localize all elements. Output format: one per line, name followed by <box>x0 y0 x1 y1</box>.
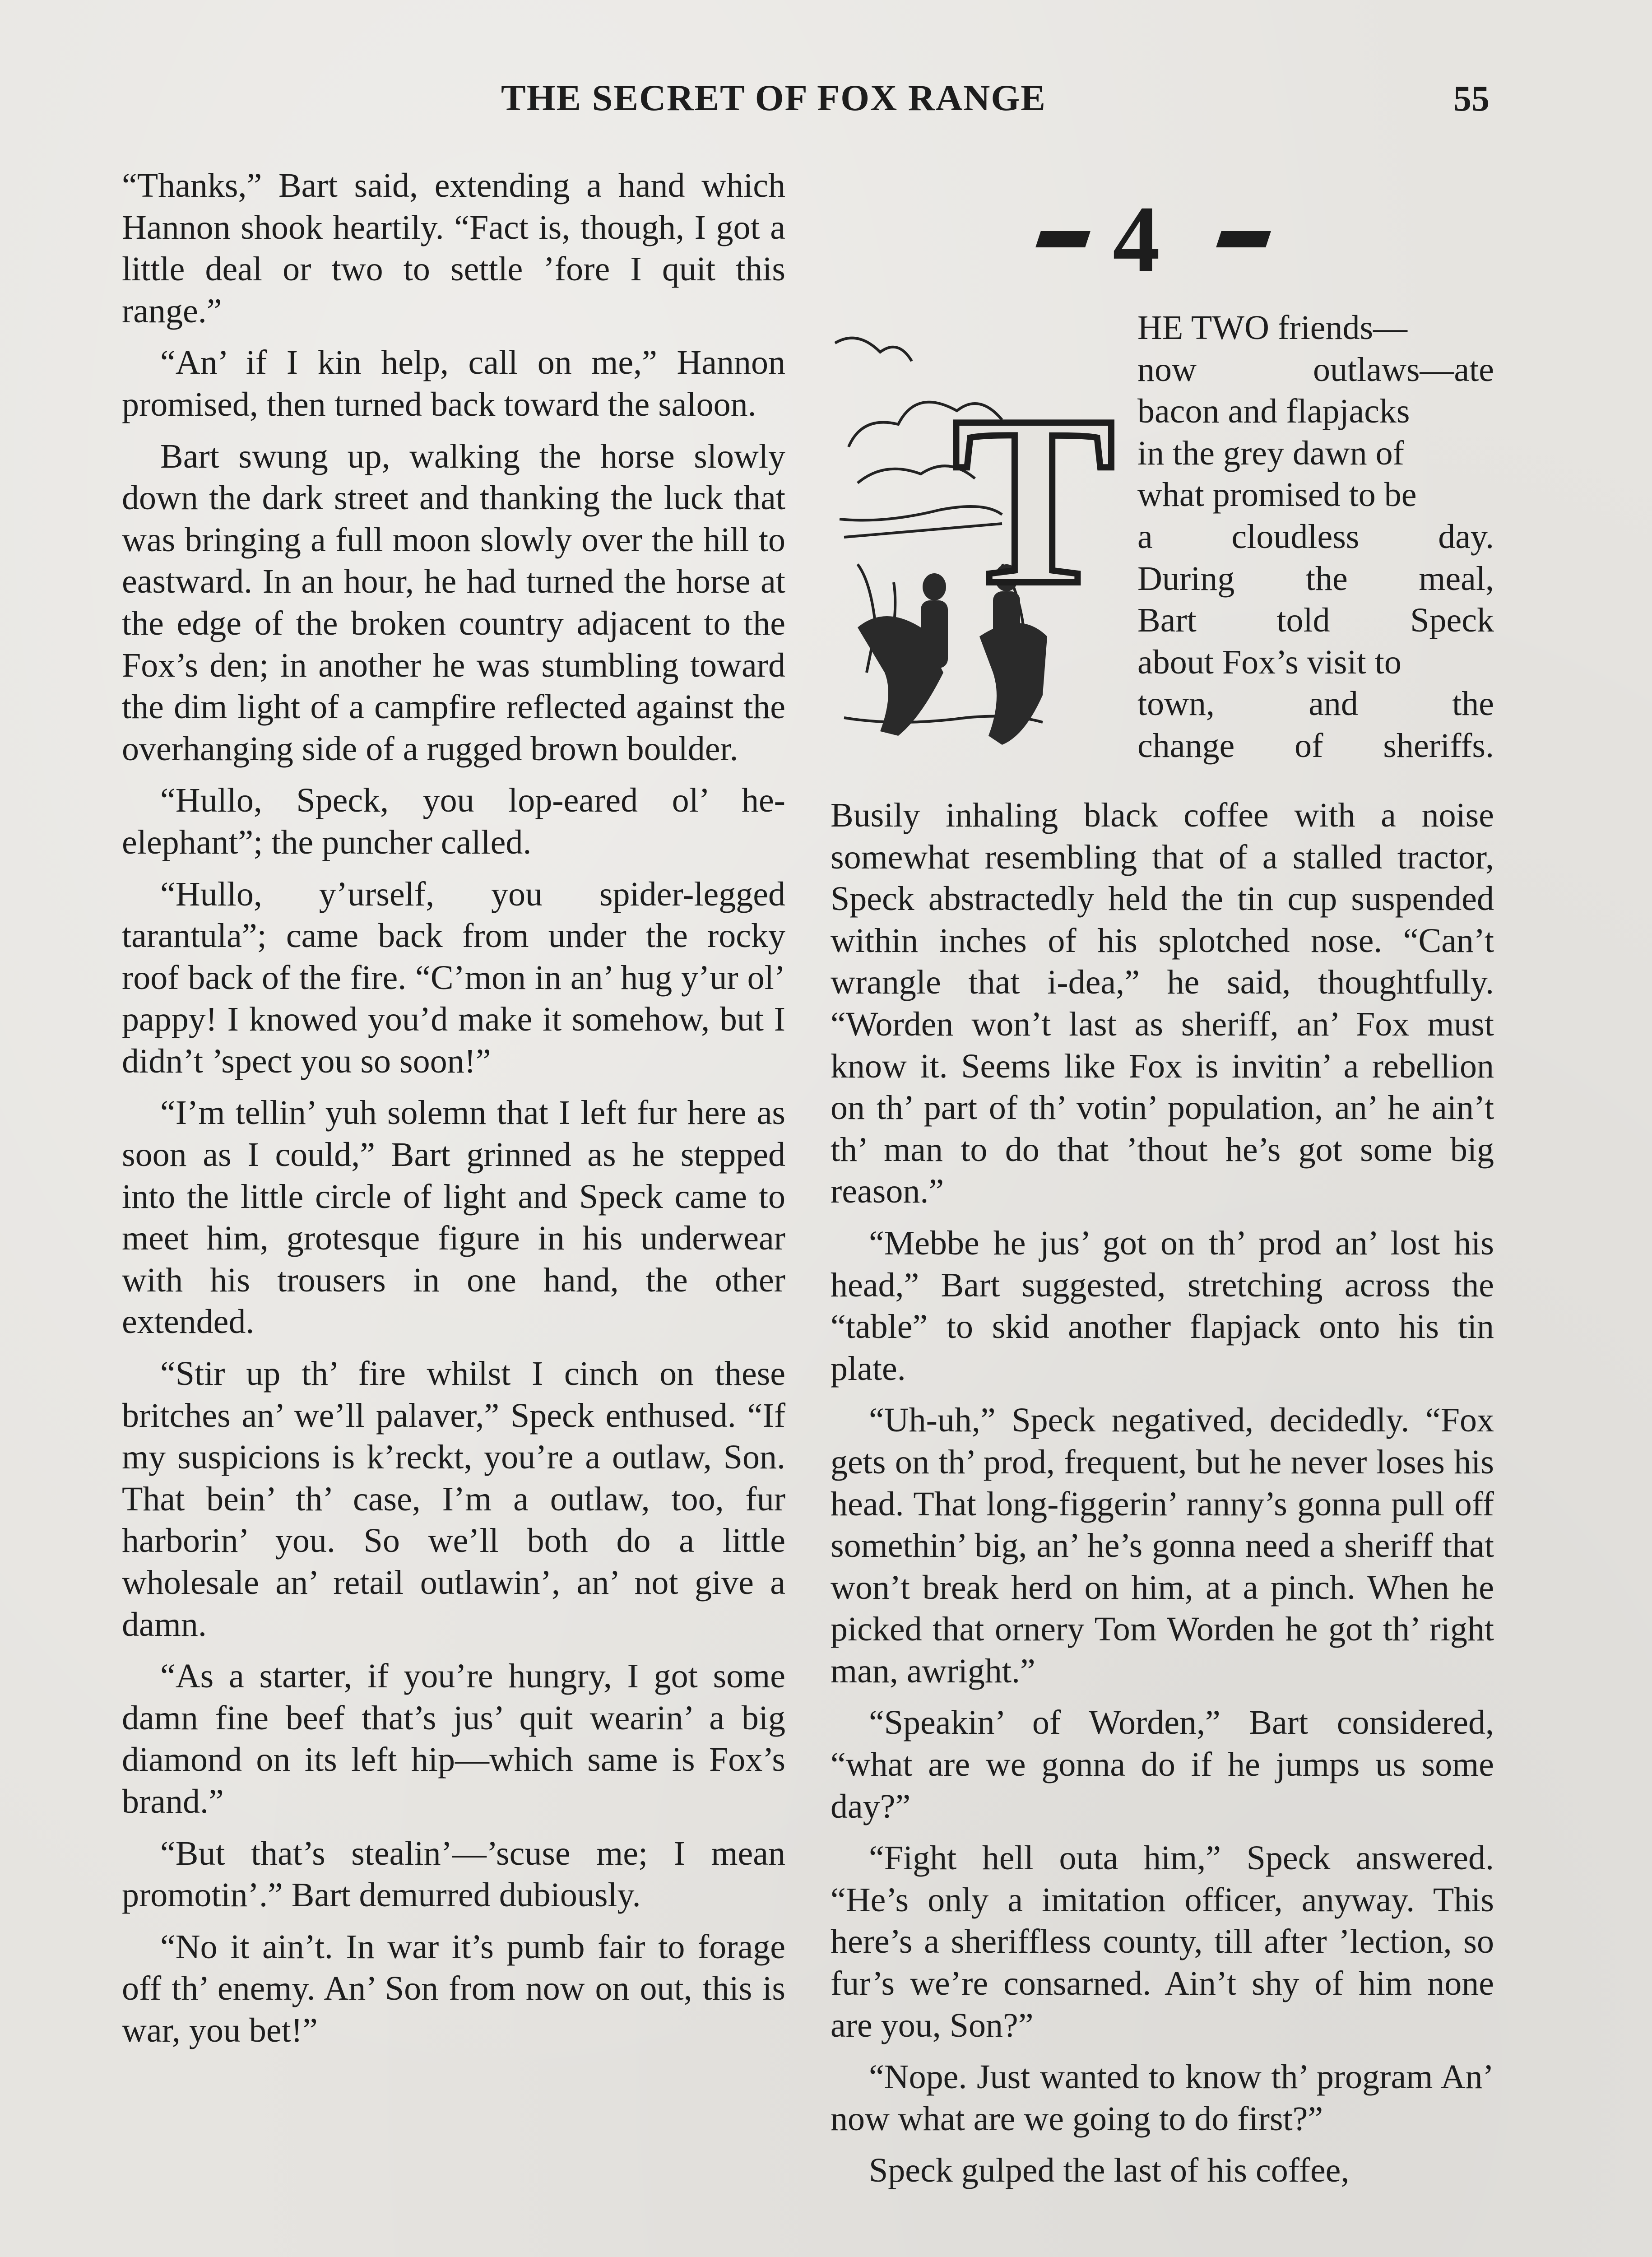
intro-line <box>1137 349 1494 391</box>
intro-word: HE TWO friends— <box>1137 309 1408 347</box>
intro-word: of <box>1295 726 1323 765</box>
intro-word: a <box>1137 517 1153 556</box>
paragraph: Busily inhaling black coffee with a noise somewhat resembling that of a stalled tractor, Speck abstractedly held the tin cup suspended within inches of his splotched nose. “Can’t wrangle that i-dea,” he said, thoughtfully. “Worden won’t last as sheriff, an’ Fox must know it. Seems like Fox is invitin’ a rebellion on th’ part of th’ votin’ population, an’ he ain’t th’ man to do that ’thout he’s got some big reason.” <box>831 796 1494 1211</box>
intro-word: in the grey dawn of <box>1137 434 1404 472</box>
intro-word: the <box>1305 559 1348 598</box>
intro-word: about Fox’s visit to <box>1137 643 1401 681</box>
intro-word: cloudless <box>1231 517 1360 556</box>
intro-word: the <box>1452 685 1494 723</box>
intro-word: now <box>1137 350 1197 389</box>
intro-word: told <box>1276 601 1330 640</box>
intro-word: outlaws—ate <box>1313 350 1494 389</box>
paragraph: “Thanks,” Bart said, extending a hand which Hannon shook heartily. “Fact is, though, I got a little deal or two to settle ’fore I quit this range.” <box>122 167 785 330</box>
paragraph: “Hullo, Speck, you lop-eared ol’ he-elephant”; the puncher called. <box>122 781 785 861</box>
intro-line <box>1137 474 1494 516</box>
paragraph: “I’m tellin’ yuh solemn that I left fur here as soon as I could,” Bart grinned as he stepped into the little circle of light and Speck came to meet him, grotesque figure in his underwear with his trousers in one hand, the other extended. <box>122 1094 785 1341</box>
intro-word: and <box>1309 685 1358 723</box>
chapter-dash-right <box>1216 231 1271 247</box>
intro-word: town, <box>1137 685 1215 723</box>
intro-word: meal, <box>1419 559 1494 598</box>
paragraph: Bart swung up, walking the horse slowly down the dark street and thanking the luck that was bringing a full moon slowly over the hill to eastward. In an hour, he had turned the horse at the edge of the broken country adjacent to the Fox’s den; in another he was stumbling toward the dim light of a campfire reflected against the overhanging side of a rugged brown boulder. <box>122 437 785 768</box>
chapter-number: 4 <box>1113 187 1160 292</box>
paragraph: “Mebbe he jus’ got on th’ prod an’ lost his head,” Bart suggested, stretching across the “table” to skid another flapjack onto his tin plate. <box>831 1224 1494 1388</box>
intro-line <box>1137 432 1494 474</box>
running-title: THE SECRET OF FOX RANGE <box>501 77 1046 118</box>
intro-line <box>1137 558 1494 600</box>
intro-line <box>1137 725 1494 767</box>
paragraph: “Stir up th’ fire whilst I cinch on these britches an’ we’ll palaver,” Speck enthused. “If my suspicions is k’reckt, you’re a outlaw, Son. That bein’ th’ case, I’m a outlaw, too, fur harborin’ you. So we’ll both do a little wholesale an’ retail outlawin’, an’ not give a damn. <box>122 1355 785 1644</box>
intro-line <box>1137 599 1494 641</box>
intro-word: Bart <box>1137 601 1197 640</box>
right-column <box>831 794 1494 2201</box>
page-number: 55 <box>1453 79 1490 119</box>
intro-lines <box>1137 307 1494 767</box>
paragraph: “No it ain’t. In war it’s pumb fair to forage off th’ enemy. An’ Son from now on out, this is war, you bet!” <box>122 1927 785 2049</box>
intro-line <box>1137 307 1494 349</box>
paragraph: “Hullo, y’urself, you spider-legged tarantula”; came back from under the rocky roof back of the fire. “C’mon in an’ hug y’ur ol’ pappy! I knowed you’d make it somehow, but I didn’t ’spect you so soon!” <box>122 875 785 1080</box>
paragraph: Speck gulped the last of his coffee, <box>869 2151 1350 2190</box>
intro-line <box>1137 641 1494 683</box>
intro-line <box>1137 683 1494 725</box>
page-header <box>0 68 1652 144</box>
paragraph: “Nope. Just wanted to know th’ program An’ now what are we going to do first?” <box>831 2058 1494 2138</box>
intro-word: Speck <box>1410 601 1494 640</box>
paragraph: “An’ if I kin help, call on me,” Hannon promised, then turned back toward the saloon. <box>122 344 785 423</box>
intro-line <box>1137 390 1494 432</box>
dropcap-letter: T <box>952 365 1115 635</box>
intro-word: what promised to be <box>1137 476 1417 514</box>
dropcap-illustration <box>831 311 1119 772</box>
paragraph: “But that’s stealin’—’scuse me; I mean promotin’.” Bart demurred dubiously. <box>122 1834 785 1914</box>
intro-word: day. <box>1438 517 1494 556</box>
chapter-dash-left <box>1035 231 1091 247</box>
paragraph: “Uh-uh,” Speck negatived, decidedly. “Fox gets on th’ prod, frequent, but he never loses his head. That long-figgerin’ ranny’s gonna pull off somethin’ big, an’ he’s gonna need a sheriff that won’t break herd on him, at a pinch. When he picked that ornery Tom Worden he got th’ right man, awright.” <box>831 1401 1494 1690</box>
intro-word: During <box>1137 559 1235 598</box>
intro-word: change <box>1137 726 1235 765</box>
left-column <box>122 165 785 2062</box>
intro-line <box>1137 516 1494 558</box>
paragraph: “Speakin’ of Worden,” Bart considered, “what are we gonna do if he jumps us some day?” <box>831 1704 1494 1825</box>
paragraph: “As a starter, if you’re hungry, I got some damn fine beef that’s jus’ quit wearin’ a big diamond on its left hip—which same is Fox’s brand.” <box>122 1657 785 1820</box>
intro-word: sheriffs. <box>1383 726 1494 765</box>
intro-word: bacon and flapjacks <box>1137 392 1410 431</box>
paragraph: “Fight hell outa him,” Speck answered. “He’s only a imitation officer, anyway. This here’s a sheriffless county, till after ’lection, so fur’s we’re consarned. Ain’t shy of him none are you, Son?” <box>831 1839 1494 2044</box>
chapter-heading <box>1029 187 1282 292</box>
